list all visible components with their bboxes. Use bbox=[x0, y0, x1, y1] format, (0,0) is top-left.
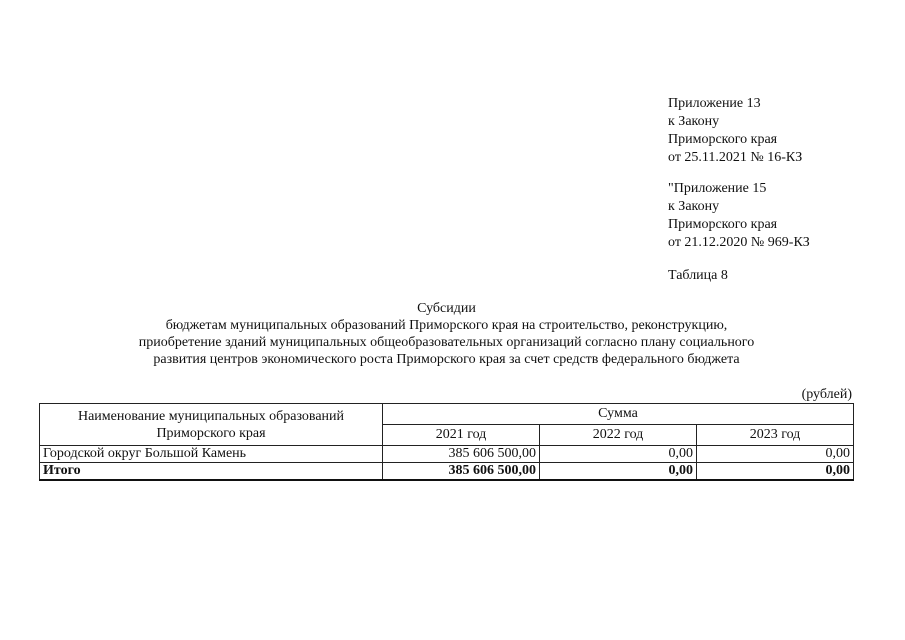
header-sum-cell: Сумма bbox=[383, 404, 854, 425]
appendix-amended-line-1: "Приложение 15 bbox=[668, 181, 767, 196]
title-line-4: развития центров экономического роста Приморского края за счет средств федерального бюджета bbox=[153, 352, 740, 367]
appendix-amended-line-3: Приморского края bbox=[668, 217, 778, 232]
row-value-2021: 385 606 500,00 bbox=[383, 446, 540, 463]
header-year-2022: 2022 год bbox=[540, 425, 697, 446]
header-name-cell bbox=[40, 404, 383, 446]
subsidies-table bbox=[39, 403, 854, 481]
appendix-current-line-4: от 25.11.2021 № 16-КЗ bbox=[668, 150, 803, 165]
header-name-line-2: Приморского края bbox=[156, 425, 266, 441]
row-value-2023: 0,00 bbox=[697, 446, 854, 463]
table-row bbox=[40, 446, 854, 463]
header-year-2023: 2023 год bbox=[697, 425, 854, 446]
title-line-1: Субсидии bbox=[417, 301, 476, 316]
appendix-current-line-3: Приморского края bbox=[668, 132, 778, 147]
table-total-row bbox=[40, 463, 854, 481]
total-label: Итого bbox=[40, 463, 383, 481]
total-value-2023: 0,00 bbox=[697, 463, 854, 481]
table-header-row bbox=[40, 404, 854, 425]
appendix-current-line-1: Приложение 13 bbox=[668, 96, 761, 111]
table-number: Таблица 8 bbox=[668, 268, 728, 283]
title-line-3: приобретение зданий муниципальных общеобразовательных организаций согласно плану социального bbox=[138, 335, 755, 350]
total-value-2021: 385 606 500,00 bbox=[383, 463, 540, 481]
appendix-amended-block bbox=[668, 180, 810, 252]
document-title bbox=[40, 300, 853, 368]
appendix-amended-line-2: к Закону bbox=[668, 199, 720, 214]
title-line-2: бюджетам муниципальных образований Приморского края на строительство, реконструкцию, bbox=[165, 318, 728, 333]
row-municipality-name: Городской округ Большой Камень bbox=[40, 446, 383, 463]
header-name-line-1: Наименование муниципальных образований bbox=[77, 408, 345, 424]
appendix-amended-line-4: от 21.12.2020 № 969-КЗ bbox=[668, 235, 810, 250]
row-value-2022: 0,00 bbox=[540, 446, 697, 463]
appendix-current-line-2: к Закону bbox=[668, 114, 720, 129]
appendix-current-block bbox=[668, 95, 802, 167]
units-label: (рублей) bbox=[801, 387, 852, 402]
header-year-2021: 2021 год bbox=[383, 425, 540, 446]
total-value-2022: 0,00 bbox=[540, 463, 697, 481]
